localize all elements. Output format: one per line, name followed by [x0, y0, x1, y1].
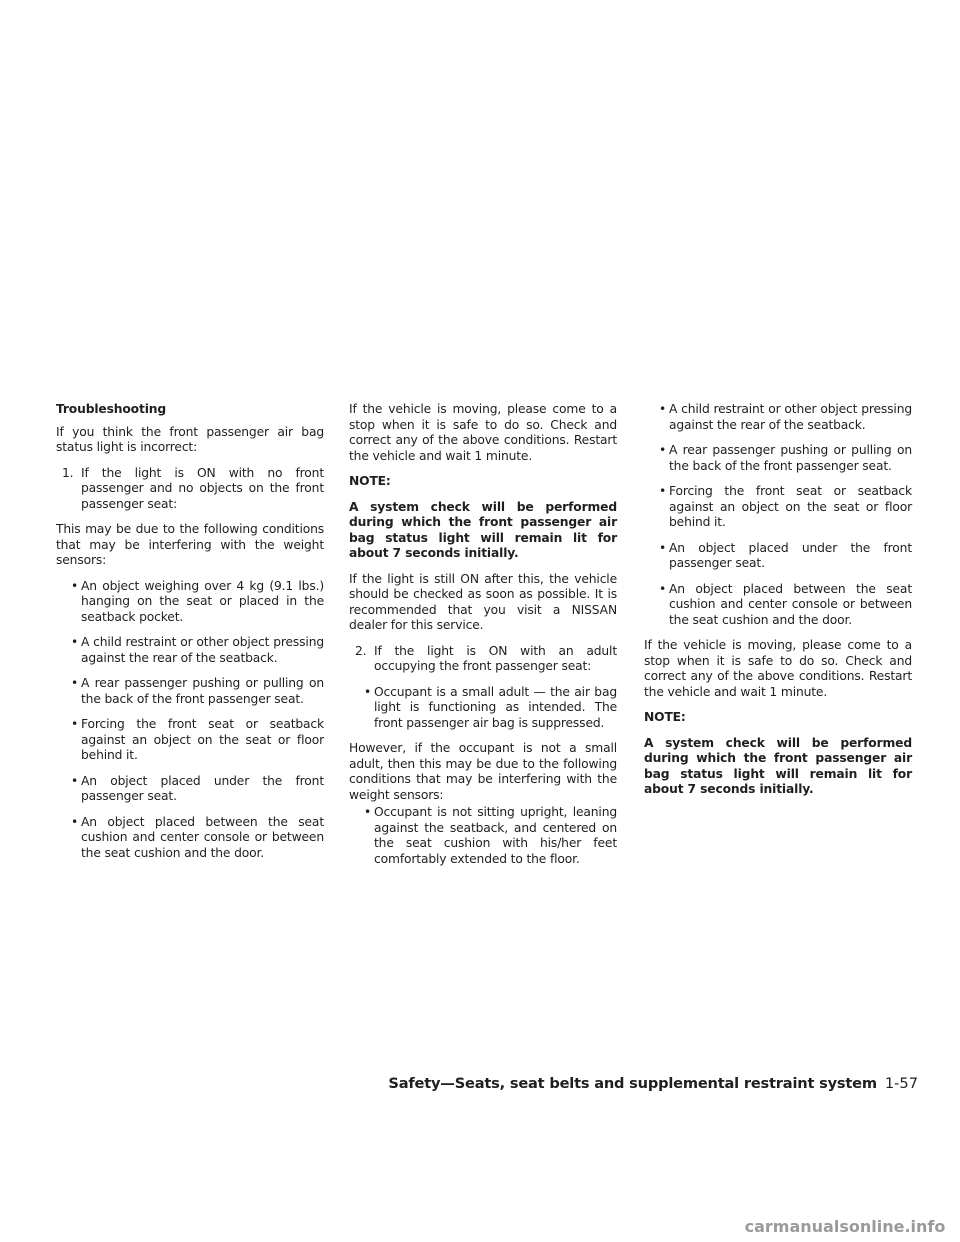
- bullet-icon: •: [71, 717, 79, 731]
- list-item-text: Occupant is a small adult — the air bag light is functioning as intended. The front passenger air bag is suppressed.: [374, 684, 617, 730]
- cause-paragraph: This may be due to the following conditions that may be interfering with the weight sensors:: [56, 522, 324, 567]
- list-item-text: An object placed under the front passenger seat.: [669, 540, 912, 570]
- note-text: A system check will be performed during which the front passenger air bag status light will remain lit for about 7 seconds initially.: [349, 499, 617, 560]
- watermark-link[interactable]: carmanualsonline.info: [730, 1211, 960, 1242]
- list-item: [56, 774, 324, 805]
- page-footer: [388, 1075, 918, 1097]
- moving-paragraph: If the vehicle is moving, please come to a stop when it is safe to do so. Check and correct any of the above conditions. Restart the vehicle and wait 1 minute.: [349, 402, 617, 463]
- list-item-text: Forcing the front seat or seatback against an object on the seat or floor behind it.: [81, 717, 324, 762]
- list-item: [644, 402, 912, 433]
- bullet-icon: •: [364, 684, 372, 699]
- bullet-icon: •: [71, 814, 79, 829]
- footer-chapter-title: Safety—Seats, seat belts and supplemental restraint system: [388, 1075, 877, 1092]
- step-text: If the light is ON with no front passenger and no objects on the front passenger seat:: [81, 465, 324, 511]
- intro-paragraph: If you think the front passenger air bag status light is incorrect:: [56, 424, 324, 454]
- list-item: [56, 815, 324, 862]
- step-text: If the light is ON with an adult occupying the front passenger seat:: [374, 643, 617, 673]
- list-item: [56, 717, 324, 764]
- list-item: [349, 805, 617, 867]
- list-item: [644, 582, 912, 629]
- column-middle: [349, 402, 617, 877]
- list-item-text: An object weighing over 4 kg (9.1 lbs.) hanging on the seat or placed in the seatback pocket.: [81, 578, 324, 624]
- bullet-icon: •: [364, 805, 372, 819]
- note-label: NOTE:: [349, 474, 391, 488]
- list-item-text: A rear passenger pushing or pulling on the back of the front passenger seat.: [81, 676, 324, 706]
- note-text: A system check will be performed during which the front passenger air bag status light will remain lit for about 7 seconds initially.: [644, 735, 912, 796]
- bullet-icon: •: [659, 402, 667, 416]
- list-item: [56, 579, 324, 626]
- list-item-text: A child restraint or other object pressing against the rear of the seatback.: [81, 635, 324, 665]
- bullet-icon: •: [659, 581, 667, 596]
- column-left: [56, 402, 324, 871]
- list-item: [56, 635, 324, 666]
- page-number: 1-57: [884, 1075, 918, 1092]
- step-number: 2.: [355, 643, 367, 658]
- numbered-step-2: [349, 644, 617, 675]
- still-on-paragraph: If the light is still ON after this, the vehicle should be checked as soon as possible. It is recommended that you visit a NISSAN dealer for this service.: [349, 571, 617, 632]
- bullet-icon: •: [71, 676, 79, 690]
- list-item-text: A child restraint or other object pressing against the rear of the seatback.: [669, 402, 912, 432]
- column-right: [644, 402, 912, 808]
- list-item-text: Forcing the front seat or seatback against an object on the seat or floor behind it.: [669, 484, 912, 529]
- list-item-text: A rear passenger pushing or pulling on the back of the front passenger seat.: [669, 443, 912, 473]
- moving-paragraph: If the vehicle is moving, please come to a stop when it is safe to do so. Check and correct any of the above conditions. Restart the vehicle and wait 1 minute.: [644, 638, 912, 699]
- numbered-step-1: [56, 466, 324, 513]
- however-paragraph: However, if the occupant is not a small adult, then this may be due to the following conditions that may be interfering with the weight sensors:: [349, 741, 617, 802]
- section-heading: Troubleshooting: [56, 402, 167, 416]
- bullet-icon: •: [659, 443, 667, 457]
- list-item: [56, 676, 324, 707]
- list-item-text: An object placed between the seat cushion and center console or between the seat cushion and the door.: [669, 581, 912, 627]
- bullet-icon: •: [659, 484, 667, 498]
- list-item: [644, 541, 912, 572]
- list-item: [644, 443, 912, 474]
- note-label: NOTE:: [644, 710, 686, 724]
- list-item-text: An object placed under the front passenger seat.: [81, 773, 324, 803]
- list-item-text: Occupant is not sitting upright, leaning against the seatback, and centered on the seat cushion with his/her feet comfortably extended to the floor.: [374, 805, 617, 866]
- step-number: 1.: [62, 465, 74, 480]
- bullet-icon: •: [659, 540, 667, 555]
- bullet-icon: •: [71, 578, 79, 593]
- list-item: [349, 685, 617, 732]
- bullet-icon: •: [71, 773, 79, 788]
- bullet-icon: •: [71, 635, 79, 649]
- list-item: [644, 484, 912, 531]
- list-item-text: An object placed between the seat cushion and center console or between the seat cushion and the door.: [81, 814, 324, 860]
